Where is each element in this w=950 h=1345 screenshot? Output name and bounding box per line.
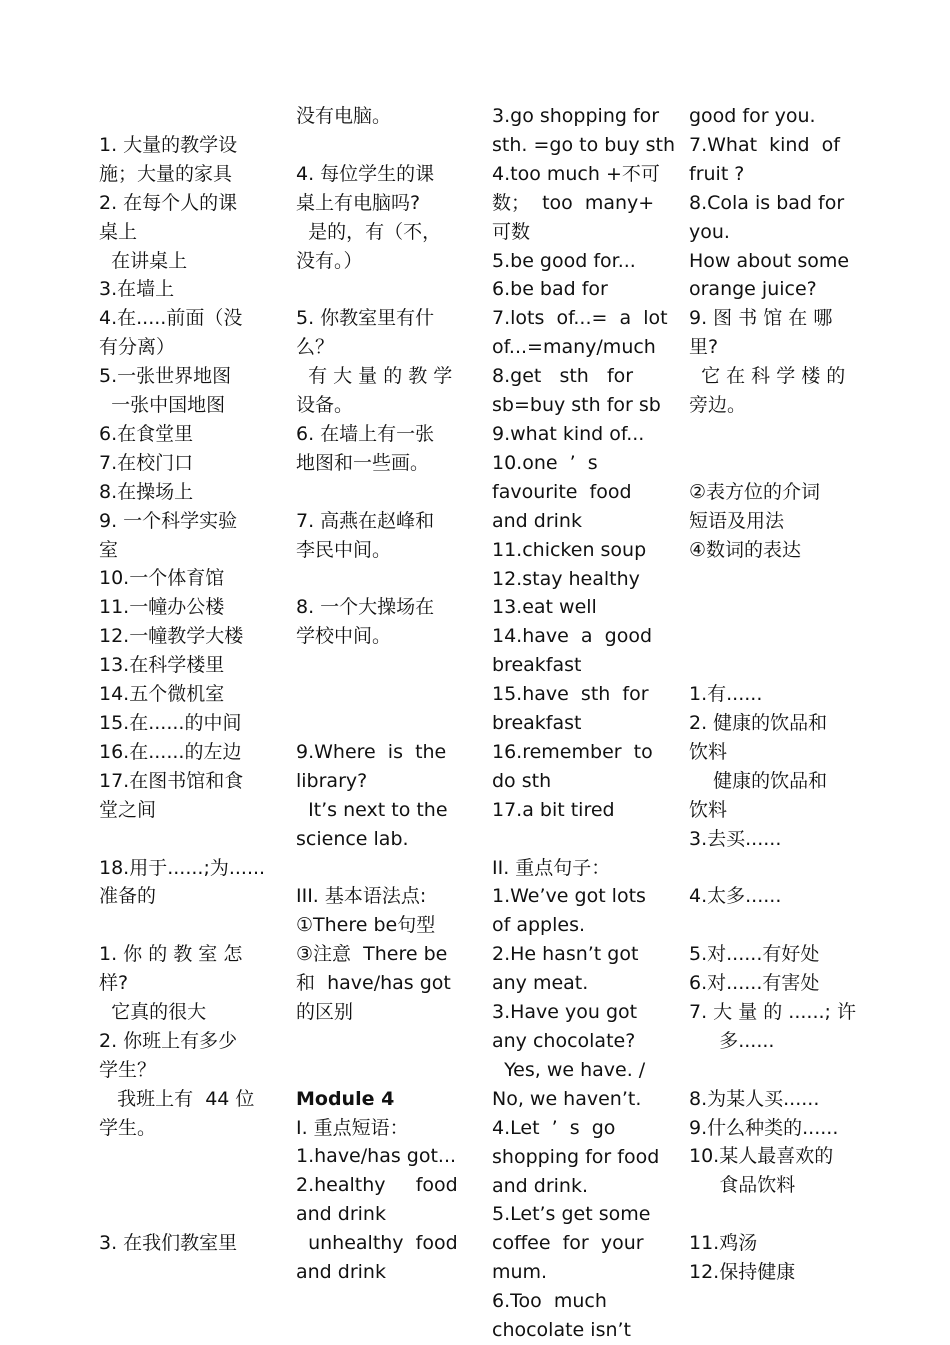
text-line: 样? xyxy=(99,972,129,995)
text-line: 1.have/has got... xyxy=(296,1145,457,1168)
text-line: 4.太多...... xyxy=(689,885,782,908)
text-line: 12.一幢教学大楼 xyxy=(99,625,244,648)
text-line: 没有电脑。 xyxy=(296,105,392,127)
text-line: 多...... xyxy=(689,1029,775,1052)
text-line: I. 重点短语： xyxy=(296,1116,409,1139)
text-line: 9.什么种类的...... xyxy=(689,1116,839,1139)
text-line: 1. 你 的 教 室 怎 xyxy=(99,943,243,966)
text-line: 3.go shopping for xyxy=(492,105,660,127)
text-line: 4. 每位学生的课 xyxy=(296,162,435,185)
text-line: 和 have/has got xyxy=(296,972,451,995)
blank-line xyxy=(689,911,857,940)
text-line: 17.a bit tired xyxy=(492,798,615,821)
text-line: 6.Too much xyxy=(492,1290,607,1313)
blank-line xyxy=(296,564,466,593)
text-line: 4.too much +不可 xyxy=(492,162,660,185)
text-line: and drink xyxy=(492,509,582,532)
text-line: 2.healthy food xyxy=(296,1174,458,1197)
text-line: 它真的很大 xyxy=(99,1001,207,1024)
text-line: 8.Cola is bad for xyxy=(689,191,845,214)
text-line: III. 基本语法点: xyxy=(296,885,427,908)
text-line: 健康的饮品和 xyxy=(689,769,828,792)
text-line: 8. 一个大操场在 xyxy=(296,596,435,619)
text-line: ②表方位的介词 xyxy=(689,480,821,503)
text-line: 李民中间。 xyxy=(296,538,392,561)
text-line: 食品饮料 xyxy=(689,1174,796,1197)
text-column-1 xyxy=(99,102,269,1258)
text-line: shopping for food xyxy=(492,1145,660,1168)
blank-line xyxy=(296,131,466,160)
text-line: 有分离） xyxy=(99,336,176,359)
text-line: 堂之间 xyxy=(99,798,157,821)
text-line: 6. 在墙上有一张 xyxy=(296,422,435,445)
text-line: 7.lots of...= a lot xyxy=(492,307,668,330)
text-column-2 xyxy=(296,102,466,1287)
text-line: 里? xyxy=(689,336,719,359)
text-line: 是的，有（不， xyxy=(296,220,442,243)
text-line: 5. 你教室里有什 xyxy=(296,307,435,330)
text-line: 7. 大 量 的 ......; 许 xyxy=(689,1000,856,1023)
text-line: 3.Have you got xyxy=(492,1001,638,1024)
text-line: ④数词的表达 xyxy=(689,538,802,561)
text-line: 桌上有电脑吗? xyxy=(296,191,421,214)
text-line: 1. 大量的教学设 xyxy=(99,133,238,156)
text-line: 8.为某人买...... xyxy=(689,1087,820,1110)
text-line: 数； too many+ xyxy=(492,191,655,214)
text-line: 有 大 量 的 教 学 xyxy=(296,365,453,388)
text-line: 饮料 xyxy=(689,798,728,821)
text-line: of apples. xyxy=(492,914,586,937)
text-line: 4.在.....前面（没 xyxy=(99,307,243,330)
text-line: 5.be good for... xyxy=(492,249,636,272)
text-line: 短语及用法 xyxy=(689,509,785,532)
text-line: 5.Let’s get some xyxy=(492,1203,651,1226)
text-line: 准备的 xyxy=(99,885,157,908)
blank-line xyxy=(689,420,857,449)
text-line: breakfast xyxy=(492,654,582,677)
text-line: 8.get sth for xyxy=(492,365,634,388)
text-line: 12.stay healthy xyxy=(492,567,640,590)
text-column-3 xyxy=(492,102,676,1345)
text-line: 14.have a good xyxy=(492,625,653,648)
text-line: 施；大量的家具 xyxy=(99,162,233,185)
blank-line xyxy=(296,709,466,738)
blank-line xyxy=(99,825,269,854)
text-line: orange juice? xyxy=(689,278,817,301)
text-line: 3.去买...... xyxy=(689,827,782,850)
blank-line xyxy=(99,102,269,131)
text-line: Module 4 xyxy=(296,1087,395,1110)
blank-line xyxy=(99,1143,269,1172)
blank-line xyxy=(296,680,466,709)
text-line: any meat. xyxy=(492,972,589,995)
blank-line xyxy=(296,1056,466,1085)
text-line: 10.一个体育馆 xyxy=(99,567,225,590)
blank-line xyxy=(99,1200,269,1229)
text-line: 11.鸡汤 xyxy=(689,1232,758,1255)
text-line: 学生？ xyxy=(99,1058,157,1081)
text-line: chocolate isn’t xyxy=(492,1319,631,1342)
blank-line xyxy=(99,911,269,940)
text-line: No, we haven’t. xyxy=(492,1087,642,1110)
text-line: 的区别 xyxy=(296,1000,354,1023)
text-line: 在讲桌上 xyxy=(99,249,188,272)
text-line: 5.一张世界地图 xyxy=(99,365,232,388)
text-line: 6.be bad for xyxy=(492,278,608,301)
text-line: and drink xyxy=(296,1203,386,1226)
text-line: 9.what kind of... xyxy=(492,422,645,445)
text-line: II. 重点句子： xyxy=(492,856,611,879)
text-column-4 xyxy=(689,102,857,1287)
text-line: 3. 在我们教室里 xyxy=(99,1232,238,1255)
text-line: 它 在 科 学 楼 的 xyxy=(689,365,846,388)
text-line: sb=buy sth for sb xyxy=(492,394,661,417)
blank-line xyxy=(296,853,466,882)
text-line: 我班上有 44 位 xyxy=(99,1087,255,1110)
text-line: 12.保持健康 xyxy=(689,1261,796,1284)
text-line: 没有。） xyxy=(296,249,363,272)
text-line: 17.在图书馆和食 xyxy=(99,769,244,792)
text-line: 2. 健康的饮品和 xyxy=(689,711,828,734)
blank-line xyxy=(689,593,857,622)
text-line: 6.在食堂里 xyxy=(99,422,194,445)
text-line: 16.remember to xyxy=(492,740,653,763)
text-line: good for you. xyxy=(689,105,816,127)
text-line: 2.He hasn’t got xyxy=(492,943,639,966)
blank-line xyxy=(689,651,857,680)
text-line: unhealthy food xyxy=(296,1232,458,1255)
text-line: of...=many/much xyxy=(492,336,656,359)
blank-line xyxy=(99,1171,269,1200)
text-line: 设备。 xyxy=(296,394,354,417)
text-line: 10.one ’ s xyxy=(492,451,598,474)
text-line: 1.We’ve got lots xyxy=(492,885,646,908)
text-line: 7.What kind of xyxy=(689,133,840,156)
text-line: 室 xyxy=(99,538,119,561)
text-line: 学校中间。 xyxy=(296,625,392,648)
text-line: ①There be句型 xyxy=(296,914,436,937)
text-line: 10.某人最喜欢的 xyxy=(689,1145,834,1168)
blank-line xyxy=(689,1056,857,1085)
text-line: 2. 在每个人的课 xyxy=(99,191,238,214)
text-line: 9.Where is the xyxy=(296,740,447,763)
text-line: library? xyxy=(296,769,368,792)
text-line: mum. xyxy=(492,1261,548,1284)
text-line: sth. =go to buy sth xyxy=(492,133,676,156)
text-line: do sth xyxy=(492,769,552,792)
text-line: 饮料 xyxy=(689,740,728,763)
text-line: 旁边。 xyxy=(689,394,747,417)
text-line: 一张中国地图 xyxy=(99,394,226,417)
text-line: you. xyxy=(689,220,730,243)
text-line: 13.eat well xyxy=(492,596,597,619)
blank-line xyxy=(689,622,857,651)
blank-line xyxy=(689,449,857,478)
text-line: 13.在科学楼里 xyxy=(99,654,225,677)
text-line: 11.一幢办公楼 xyxy=(99,596,225,619)
text-line: 9. 图 书 馆 在 哪 xyxy=(689,307,833,330)
text-line: 15.在......的中间 xyxy=(99,712,242,735)
text-line: any chocolate? xyxy=(492,1029,636,1052)
text-line: 5.对......有好处 xyxy=(689,943,820,966)
text-line: 8.在操场上 xyxy=(99,480,194,503)
text-line: 11.chicken soup xyxy=(492,538,647,561)
text-line: and drink xyxy=(296,1261,386,1284)
blank-line xyxy=(689,1200,857,1229)
blank-line xyxy=(296,275,466,304)
text-line: 4.Let ’ s go xyxy=(492,1116,616,1139)
text-line: science lab. xyxy=(296,827,409,850)
text-line: ③注意 There be xyxy=(296,943,448,966)
text-line: How about some xyxy=(689,249,850,272)
text-line: 桌上 xyxy=(99,220,138,243)
text-line: 18.用于......;为...... xyxy=(99,856,266,879)
text-line: and drink. xyxy=(492,1174,589,1197)
text-line: Yes, we have. / xyxy=(492,1058,646,1081)
text-line: 9. 一个科学实验 xyxy=(99,509,238,532)
text-line: breakfast xyxy=(492,712,582,735)
text-line: 地图和一些画。 xyxy=(296,451,430,474)
text-line: 14.五个微机室 xyxy=(99,683,225,706)
text-line: 3.在墙上 xyxy=(99,278,175,301)
text-line: fruit ? xyxy=(689,162,745,185)
text-line: It’s next to the xyxy=(296,798,448,821)
text-line: 学生。 xyxy=(99,1116,157,1139)
blank-line xyxy=(689,853,857,882)
blank-line xyxy=(296,651,466,680)
text-line: 6.对......有害处 xyxy=(689,972,820,995)
blank-line xyxy=(296,478,466,507)
text-line: 1.有...... xyxy=(689,683,763,706)
blank-line xyxy=(296,1027,466,1056)
text-line: 可数 xyxy=(492,220,531,243)
text-line: coffee for your xyxy=(492,1232,644,1255)
text-line: 么？ xyxy=(296,336,335,359)
blank-line xyxy=(689,564,857,593)
text-line: 15.have sth for xyxy=(492,683,649,706)
text-line: 7.在校门口 xyxy=(99,451,194,474)
text-line: 7. 高燕在赵峰和 xyxy=(296,509,435,532)
text-line: 2. 你班上有多少 xyxy=(99,1029,238,1052)
blank-line xyxy=(492,825,662,854)
text-line: favourite food xyxy=(492,480,632,503)
text-line: 16.在......的左边 xyxy=(99,740,242,763)
